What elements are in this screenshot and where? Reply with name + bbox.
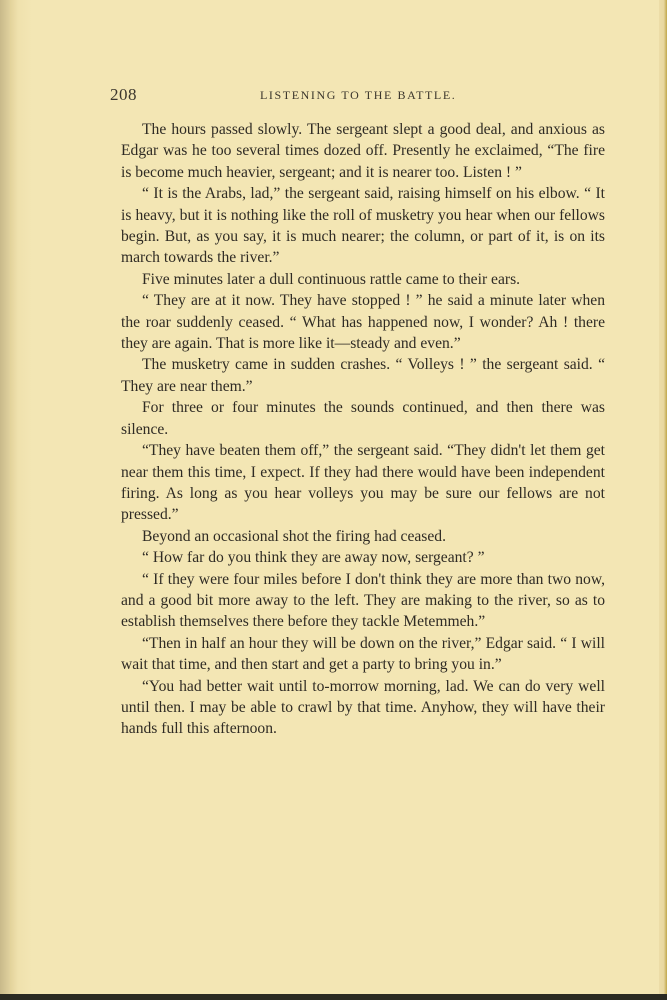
page-header	[110, 85, 607, 105]
paragraph: Five minutes later a dull continuous rattle came to their ears.	[142, 270, 521, 288]
paragraph: Beyond an occasional shot the firing had ceased.	[142, 527, 446, 545]
paragraph: “Then in half an hour they will be down on the river,” Edgar said. “ I will wait that time, and then start and get a party to bring you in.”	[121, 634, 605, 674]
paragraph: “ They are at it now. They have stopped ! ” he said a minute later when the roar suddenly ceased. “ What has happened now, I wonder? Ah ! there they are again. That is more like it—steady and even.”	[121, 292, 605, 353]
left-gutter-shadow	[0, 0, 10, 1000]
page-number: 208	[110, 85, 137, 104]
running-head: LISTENING TO THE BATTLE.	[260, 88, 457, 102]
paragraph: The hours passed slowly. The sergeant slept a good deal, and anxious as Edgar was he too several times dozed off. Presently he exclaimed, “The fire is become much heavier, sergeant; and it is nearer too. Listen ! ”	[121, 121, 605, 181]
paragraph: “ It is the Arabs, lad,” the sergeant said, raising himself on his elbow. “ It is heavy, but it is nothing like the roll of musketry you hear when our fellows begin. But, as you say, it is much nearer; the column, or part of it, is on its march towards the river.”	[121, 185, 605, 267]
paragraph: For three or four minutes the sounds continued, and then there was silence.	[121, 399, 605, 438]
body-text	[121, 119, 605, 740]
paragraph: “You had better wait until to-morrow morning, lad. We can do very well until then. I may be able to crawl by that time. Anyhow, they will have their hands full this afternoon.	[121, 677, 605, 738]
bottom-border	[0, 994, 667, 1000]
paragraph: “They have beaten them off,” the sergeant said. “They didn't let them get near them this time, I expect. If they had there would have been independent firing. As long as you hear volleys you may be sure our fellows are not pressed.”	[121, 442, 605, 524]
paragraph: “ How far do you think they are away now, sergeant? ”	[142, 549, 485, 567]
paragraph: The musketry came in sudden crashes. “ Volleys ! ” the sergeant said. “ They are near them.”	[121, 356, 605, 395]
paragraph: “ If they were four miles before I don't think they are more than two now, and a good bit more away to the left. They are making to the river, so as to establish themselves there before they tackle Metemmeh.”	[121, 570, 605, 631]
right-page-edge	[659, 0, 667, 1000]
